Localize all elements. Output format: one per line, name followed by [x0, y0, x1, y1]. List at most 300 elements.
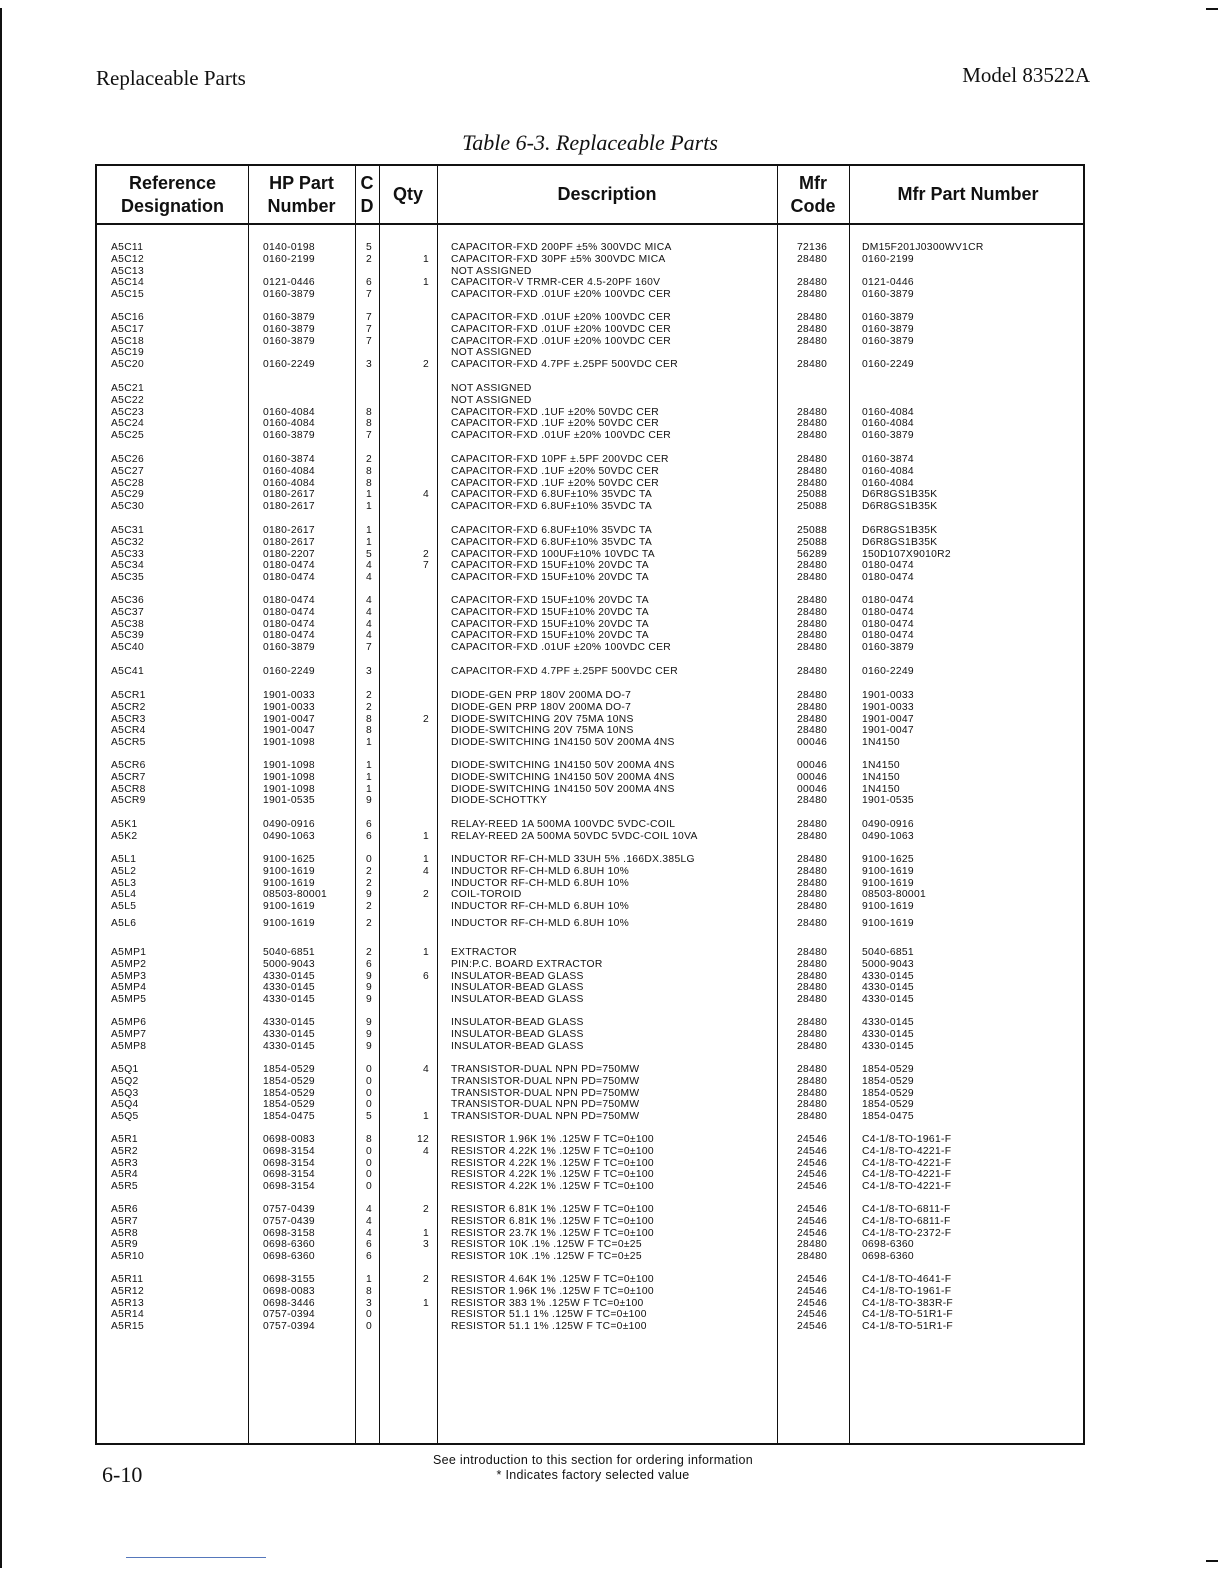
- cell-desc: DIODE-SWITCHING 1N4150 50V 200MA 4NS: [451, 783, 675, 795]
- cell-ref: A5MP8: [111, 1040, 147, 1052]
- cell-ref: A5C20: [111, 359, 144, 371]
- cell-mpn: 0180-0474: [862, 560, 914, 572]
- cell-hp: 0160-4084: [263, 406, 315, 418]
- cell-hp: 4330-0145: [263, 994, 315, 1006]
- cell-hp: 1901-1098: [263, 783, 315, 795]
- cell-hp: 0698-3155: [263, 1274, 315, 1285]
- table-row: [97, 501, 1083, 513]
- cell-mfr: 28480: [797, 430, 828, 442]
- cell-mpn: 1901-0047: [862, 713, 914, 725]
- table-row: [97, 918, 1083, 930]
- cell-ref: A5R7: [111, 1215, 138, 1227]
- cell-mfr: 24546: [797, 1145, 828, 1157]
- cell-mfr: 25088: [797, 536, 828, 548]
- cell-mpn: 1N4150: [862, 783, 900, 795]
- cell-mfr: 28480: [797, 618, 828, 630]
- cell-mfr: 25088: [797, 525, 828, 536]
- cell-ref: A5R13: [111, 1297, 144, 1309]
- cell-mpn: 9100-1619: [862, 877, 914, 889]
- cell-hp: 0698-3154: [263, 1145, 315, 1157]
- cell-hp: 0698-3154: [263, 1169, 315, 1181]
- cell-hp: 0160-4084: [263, 465, 315, 477]
- cell-desc: NOT ASSIGNED: [451, 383, 532, 394]
- cell-mpn: C4-1/8-TO-4641-F: [862, 1274, 952, 1285]
- cell-ref: A5C14: [111, 277, 144, 289]
- cell-hp: 0698-3158: [263, 1227, 315, 1239]
- cell-cd: 0: [366, 1064, 373, 1075]
- cell-desc: CAPACITOR-FXD 15UF±10% 20VDC TA: [451, 630, 649, 642]
- cell-mfr: 28480: [797, 1064, 828, 1075]
- cell-cd: 3: [366, 359, 373, 371]
- cell-qty: 4: [422, 1064, 429, 1075]
- cell-hp: 4330-0145: [263, 982, 315, 994]
- cell-mfr: 28480: [797, 1040, 828, 1052]
- cell-cd: 0: [366, 1099, 373, 1111]
- table-row: [97, 1017, 1083, 1029]
- cell-desc: TRANSISTOR-DUAL NPN PD=750MW: [451, 1075, 640, 1087]
- cell-mfr: 28480: [797, 994, 828, 1006]
- cell-hp: 0698-3154: [263, 1157, 315, 1169]
- cell-desc: NOT ASSIGNED: [451, 347, 532, 359]
- cell-hp: 9100-1619: [263, 877, 315, 889]
- table-row: [97, 982, 1083, 994]
- cell-ref: A5Q1: [111, 1064, 139, 1075]
- table-row: [97, 242, 1083, 254]
- cell-cd: 2: [366, 690, 373, 701]
- cell-cd: 2: [366, 253, 373, 265]
- table-row: [97, 537, 1083, 549]
- cell-mfr: 24546: [797, 1134, 828, 1145]
- cell-desc: DIODE-SWITCHING 1N4150 50V 200MA 4NS: [451, 760, 675, 771]
- table-row: [97, 1064, 1083, 1076]
- cell-ref: A5MP5: [111, 994, 147, 1006]
- table-row: [97, 324, 1083, 336]
- table-row: [97, 1146, 1083, 1158]
- cell-mfr: 28480: [797, 877, 828, 889]
- cell-desc: RESISTOR 4.64K 1% .125W F TC=0±100: [451, 1274, 654, 1285]
- cell-desc: RESISTOR 4.22K 1% .125W F TC=0±100: [451, 1145, 654, 1157]
- cell-desc: INSULATOR-BEAD GLASS: [451, 994, 584, 1006]
- cell-mfr: 24546: [797, 1215, 828, 1227]
- table-row: [97, 549, 1083, 561]
- cell-cd: 9: [366, 994, 373, 1006]
- cell-mpn: 0160-3879: [862, 642, 914, 654]
- cell-mpn: 0160-3879: [862, 289, 914, 301]
- cell-mfr: 28480: [797, 819, 828, 830]
- cell-desc: CAPACITOR-FXD 15UF±10% 20VDC TA: [451, 606, 649, 618]
- cell-ref: A5R9: [111, 1239, 138, 1251]
- cell-mpn: 0160-3879: [862, 430, 914, 442]
- cell-mfr: 28480: [797, 947, 828, 958]
- cell-ref: A5Q3: [111, 1087, 139, 1099]
- cell-mfr: 28480: [797, 359, 828, 371]
- cell-mfr: 28480: [797, 795, 828, 807]
- cell-cd: 4: [366, 618, 373, 630]
- cell-cd: 4: [366, 572, 373, 584]
- table-row: [97, 760, 1083, 772]
- cell-cd: 7: [366, 312, 373, 323]
- table-row: [97, 1204, 1083, 1216]
- cell-mfr: 28480: [797, 606, 828, 618]
- table-row: [97, 1041, 1083, 1053]
- cell-hp: 0180-0474: [263, 630, 315, 642]
- ordering-note: See introduction to this section for ordering information: [432, 1453, 754, 1467]
- cell-cd: 9: [366, 970, 373, 982]
- cell-desc: INDUCTOR RF-CH-MLD 6.8UH 10%: [451, 865, 630, 877]
- cell-cd: 8: [366, 1134, 373, 1145]
- table-caption: Table 6-3. Replaceable Parts: [462, 130, 718, 155]
- cell-mpn: 0160-3874: [862, 454, 914, 465]
- cell-mfr: 28480: [797, 1239, 828, 1251]
- cell-mpn: 0160-4084: [862, 477, 914, 489]
- cell-mpn: 5040-6851: [862, 947, 914, 958]
- cell-mfr: 00046: [797, 783, 828, 795]
- table-row: [97, 889, 1083, 901]
- table-row: [97, 407, 1083, 419]
- cell-mpn: 1854-0529: [862, 1087, 914, 1099]
- cell-mpn: DM15F201J0300WV1CR: [862, 242, 984, 253]
- table-row: [97, 595, 1083, 607]
- cell-mfr: 24546: [797, 1285, 828, 1297]
- cell-ref: A5C28: [111, 477, 144, 489]
- table-row: [97, 642, 1083, 654]
- cell-ref: A5C39: [111, 630, 144, 642]
- cell-mpn: D6R8GS1B35K: [862, 525, 938, 536]
- cell-hp: 0180-0474: [263, 595, 315, 606]
- cell-qty: 1: [422, 277, 429, 289]
- cell-ref: A5C33: [111, 548, 144, 560]
- cell-qty: 1: [422, 854, 429, 865]
- cell-desc: RESISTOR 10K .1% .125W F TC=0±25: [451, 1239, 642, 1251]
- cell-cd: 4: [366, 1204, 373, 1215]
- cell-mfr: 28480: [797, 713, 828, 725]
- table-row: [97, 772, 1083, 784]
- scan-edge: [0, 8, 2, 1568]
- cell-desc: INDUCTOR RF-CH-MLD 6.8UH 10%: [451, 918, 630, 929]
- cell-mpn: C4-1/8-TO-4221-F: [862, 1145, 952, 1157]
- row-group: [97, 595, 1083, 654]
- cell-hp: 0160-3874: [263, 454, 315, 465]
- cell-ref: A5MP2: [111, 958, 147, 970]
- cell-desc: CAPACITOR-V TRMR-CER 4.5-20PF 160V: [451, 277, 661, 289]
- cell-mpn: C4-1/8-TO-6811-F: [862, 1204, 951, 1215]
- cell-hp: 0757-0394: [263, 1321, 315, 1333]
- cell-desc: CAPACITOR-FXD 4.7PF ±.25PF 500VDC CER: [451, 359, 678, 371]
- cell-hp: 1901-0033: [263, 701, 315, 713]
- cell-qty: 4: [422, 489, 429, 501]
- cell-mpn: 9100-1619: [862, 865, 914, 877]
- cell-mpn: 9100-1619: [862, 918, 914, 929]
- cell-desc: CAPACITOR-FXD 15UF±10% 20VDC TA: [451, 618, 649, 630]
- cell-hp: 0698-3446: [263, 1297, 315, 1309]
- cell-mpn: 0160-4084: [862, 418, 914, 430]
- cell-mpn: 08503-80001: [862, 889, 926, 901]
- cell-hp: 1854-0529: [263, 1064, 315, 1075]
- cell-desc: NOT ASSIGNED: [451, 394, 532, 406]
- cell-ref: A5C19: [111, 347, 144, 359]
- cell-cd: 1: [366, 783, 373, 795]
- cell-mpn: 1901-0047: [862, 725, 914, 737]
- row-group: [97, 1204, 1083, 1263]
- cell-hp: 0180-2617: [263, 501, 315, 513]
- cell-mfr: 28480: [797, 630, 828, 642]
- cell-ref: A5L2: [111, 865, 137, 877]
- cell-desc: DIODE-GEN PRP 180V 200MA DO-7: [451, 701, 632, 713]
- cell-cd: 0: [366, 1309, 373, 1321]
- table-row: [97, 347, 1083, 359]
- cell-ref: A5MP1: [111, 947, 147, 958]
- cell-mfr: 28480: [797, 312, 828, 323]
- table-row: [97, 1181, 1083, 1193]
- cell-qty: 1: [422, 1227, 429, 1239]
- row-group: [97, 918, 1083, 930]
- cell-qty: 1: [422, 253, 429, 265]
- cell-desc: INSULATOR-BEAD GLASS: [451, 1017, 584, 1028]
- cell-qty: 2: [422, 889, 429, 901]
- cell-mfr: 28480: [797, 725, 828, 737]
- cell-mfr: 28480: [797, 289, 828, 301]
- cell-mfr: 28480: [797, 406, 828, 418]
- cell-mfr: 28480: [797, 642, 828, 654]
- cell-mpn: 150D107X9010R2: [862, 548, 951, 560]
- cell-mfr: 28480: [797, 595, 828, 606]
- cell-hp: 0160-2199: [263, 253, 315, 265]
- cell-ref: A5CR3: [111, 713, 146, 725]
- cell-mpn: D6R8GS1B35K: [862, 536, 938, 548]
- cell-ref: A5R6: [111, 1204, 138, 1215]
- cell-mpn: 0698-6360: [862, 1239, 914, 1251]
- cell-desc: CAPACITOR-FXD 6.8UF±10% 35VDC TA: [451, 489, 653, 501]
- table-row: [97, 1099, 1083, 1111]
- cell-desc: CAPACITOR-FXD .01UF ±20% 100VDC CER: [451, 289, 672, 301]
- cell-hp: 0160-4084: [263, 477, 315, 489]
- cell-hp: 0180-0474: [263, 560, 315, 572]
- col-header-hp-part: HP Part Number: [267, 172, 336, 216]
- cell-qty: 1: [422, 947, 429, 958]
- cell-cd: 2: [366, 901, 373, 913]
- cell-mpn: 0121-0446: [862, 277, 914, 289]
- cell-qty: 2: [422, 548, 429, 560]
- cell-mfr: 24546: [797, 1309, 828, 1321]
- cell-cd: 7: [366, 323, 373, 335]
- cell-mpn: 1N4150: [862, 760, 900, 771]
- cell-ref: A5MP7: [111, 1028, 147, 1040]
- cell-ref: A5L3: [111, 877, 137, 889]
- table-row: [97, 854, 1083, 866]
- cell-hp: 5040-6851: [263, 947, 315, 958]
- cell-cd: 8: [366, 477, 373, 489]
- table-row: [97, 1298, 1083, 1310]
- cell-mpn: 0180-0474: [862, 618, 914, 630]
- cell-qty: 6: [422, 970, 429, 982]
- cell-cd: 2: [366, 865, 373, 877]
- cell-ref: A5C12: [111, 253, 144, 265]
- cell-hp: 1854-0529: [263, 1087, 315, 1099]
- cell-mpn: 1854-0529: [862, 1064, 914, 1075]
- row-group: [97, 666, 1083, 678]
- cell-cd: 1: [366, 737, 373, 749]
- cell-cd: 2: [366, 454, 373, 465]
- cell-hp: 4330-0145: [263, 1040, 315, 1052]
- table-row: [97, 947, 1083, 959]
- cell-desc: DIODE-SWITCHING 1N4150 50V 200MA 4NS: [451, 771, 675, 783]
- cell-mfr: 00046: [797, 760, 828, 771]
- cell-desc: CAPACITOR-FXD 200PF ±5% 300VDC MICA: [451, 242, 672, 253]
- table-row: [97, 1251, 1083, 1263]
- cell-mfr: 00046: [797, 737, 828, 749]
- table-row: [97, 784, 1083, 796]
- cell-cd: 2: [366, 918, 373, 929]
- cell-desc: CAPACITOR-FXD .01UF ±20% 100VDC CER: [451, 430, 672, 442]
- cell-desc: CAPACITOR-FXD .01UF ±20% 100VDC CER: [451, 642, 672, 654]
- cell-cd: 7: [366, 335, 373, 347]
- cell-mpn: 0160-2249: [862, 666, 914, 677]
- scan-mark: [1206, 1560, 1218, 1562]
- table-row: [97, 489, 1083, 501]
- table-row: [97, 1111, 1083, 1123]
- cell-hp: 0160-3879: [263, 335, 315, 347]
- cell-cd: 5: [366, 242, 373, 253]
- cell-mpn: C4-1/8-TO-4221-F: [862, 1181, 952, 1193]
- cell-ref: A5C38: [111, 618, 144, 630]
- cell-cd: 8: [366, 465, 373, 477]
- cell-mfr: 28480: [797, 277, 828, 289]
- cell-desc: RELAY-REED 1A 500MA 100VDC 5VDC-COIL: [451, 819, 676, 830]
- cell-hp: 1901-1098: [263, 760, 315, 771]
- cell-cd: 8: [366, 713, 373, 725]
- cell-hp: 08503-80001: [263, 889, 327, 901]
- cell-desc: INDUCTOR RF-CH-MLD 6.8UH 10%: [451, 901, 630, 913]
- cell-hp: 0180-0474: [263, 572, 315, 584]
- cell-hp: 0160-3879: [263, 323, 315, 335]
- cell-mpn: 1854-0475: [862, 1111, 914, 1123]
- cell-cd: 0: [366, 854, 373, 865]
- cell-mpn: C4-1/8-TO-1961-F: [862, 1134, 952, 1145]
- cell-cd: 1: [366, 1274, 373, 1285]
- row-group: [97, 525, 1083, 584]
- cell-mpn: C4-1/8-TO-51R1-F: [862, 1321, 954, 1333]
- cell-mfr: 28480: [797, 1017, 828, 1028]
- table-row: [97, 819, 1083, 831]
- cell-mpn: C4-1/8-TO-4221-F: [862, 1169, 952, 1181]
- table-row: [97, 1228, 1083, 1240]
- table-row: [97, 336, 1083, 348]
- row-group: [97, 819, 1083, 843]
- cell-mpn: C4-1/8-TO-383R-F: [862, 1297, 954, 1309]
- cell-ref: A5C15: [111, 289, 144, 301]
- table-row: [97, 266, 1083, 278]
- cell-ref: A5C29: [111, 489, 144, 501]
- row-group: [97, 454, 1083, 513]
- cell-desc: RESISTOR 4.22K 1% .125W F TC=0±100: [451, 1181, 654, 1193]
- table-row: [97, 430, 1083, 442]
- cell-desc: CAPACITOR-FXD .01UF ±20% 100VDC CER: [451, 312, 672, 323]
- cell-mpn: 4330-0145: [862, 1028, 914, 1040]
- cell-mpn: 1854-0529: [862, 1075, 914, 1087]
- cell-mpn: 0160-4084: [862, 465, 914, 477]
- table-row: [97, 1088, 1083, 1100]
- cell-hp: 0121-0446: [263, 277, 315, 289]
- cell-ref: A5L5: [111, 901, 137, 913]
- cell-mpn: 1901-0033: [862, 701, 914, 713]
- cell-hp: 0490-1063: [263, 830, 315, 842]
- cell-ref: A5R8: [111, 1227, 138, 1239]
- table-row: [97, 560, 1083, 572]
- cell-mpn: 1N4150: [862, 737, 900, 749]
- cell-desc: CAPACITOR-FXD 6.8UF±10% 35VDC TA: [451, 525, 653, 536]
- cell-ref: A5R15: [111, 1321, 144, 1333]
- cell-hp: 0140-0198: [263, 242, 315, 253]
- cell-cd: 6: [366, 1239, 373, 1251]
- cell-desc: INSULATOR-BEAD GLASS: [451, 1028, 584, 1040]
- cell-mfr: 28480: [797, 477, 828, 489]
- cell-ref: A5C18: [111, 335, 144, 347]
- table-row: [97, 702, 1083, 714]
- table-row: [97, 971, 1083, 983]
- cell-mfr: 28480: [797, 335, 828, 347]
- cell-desc: TRANSISTOR-DUAL NPN PD=750MW: [451, 1099, 640, 1111]
- cell-cd: 0: [366, 1321, 373, 1333]
- cell-ref: A5CR7: [111, 771, 146, 783]
- cell-hp: 9100-1619: [263, 901, 315, 913]
- cell-ref: A5C34: [111, 560, 144, 572]
- table-row: [97, 1076, 1083, 1088]
- cell-cd: 1: [366, 760, 373, 771]
- cell-ref: A5CR1: [111, 690, 146, 701]
- col-header-description: Description: [557, 184, 657, 204]
- table-row: [97, 1158, 1083, 1170]
- cell-hp: 0180-2617: [263, 489, 315, 501]
- cell-mpn: 9100-1619: [862, 901, 914, 913]
- cell-cd: 5: [366, 1111, 373, 1123]
- cell-ref: A5CR8: [111, 783, 146, 795]
- cell-desc: RESISTOR 4.22K 1% .125W F TC=0±100: [451, 1169, 654, 1181]
- cell-cd: 7: [366, 430, 373, 442]
- cell-mpn: 0160-4084: [862, 406, 914, 418]
- cell-hp: 0160-3879: [263, 312, 315, 323]
- cell-ref: A5C13: [111, 265, 144, 277]
- cell-hp: 0698-6360: [263, 1239, 315, 1251]
- cell-mpn: 0180-0474: [862, 572, 914, 584]
- model-label: Model 83522A: [962, 63, 1090, 87]
- table-row: [97, 666, 1083, 678]
- table-row: [97, 725, 1083, 737]
- cell-hp: 0180-2617: [263, 536, 315, 548]
- cell-desc: CAPACITOR-FXD 15UF±10% 20VDC TA: [451, 560, 649, 572]
- cell-qty: 4: [422, 865, 429, 877]
- row-group: [97, 1274, 1083, 1333]
- table-row: [97, 466, 1083, 478]
- cell-cd: 0: [366, 1087, 373, 1099]
- cell-cd: 4: [366, 560, 373, 572]
- cell-mfr: 28480: [797, 982, 828, 994]
- cell-hp: 0757-0394: [263, 1309, 315, 1321]
- cell-mfr: 28480: [797, 560, 828, 572]
- table-row: [97, 901, 1083, 913]
- col-header-qty: Qty: [392, 184, 423, 204]
- cell-mpn: 1854-0529: [862, 1099, 914, 1111]
- table-row: [97, 690, 1083, 702]
- table-row: [97, 1216, 1083, 1228]
- cell-ref: A5R3: [111, 1157, 138, 1169]
- scan-mark: [1206, 8, 1218, 10]
- cell-desc: DIODE-SWITCHING 20V 75MA 10NS: [451, 725, 634, 737]
- cell-hp: 0160-3879: [263, 289, 315, 301]
- cell-cd: 2: [366, 877, 373, 889]
- cell-mfr: 24546: [797, 1204, 828, 1215]
- cell-cd: 8: [366, 725, 373, 737]
- table-row: [97, 1134, 1083, 1146]
